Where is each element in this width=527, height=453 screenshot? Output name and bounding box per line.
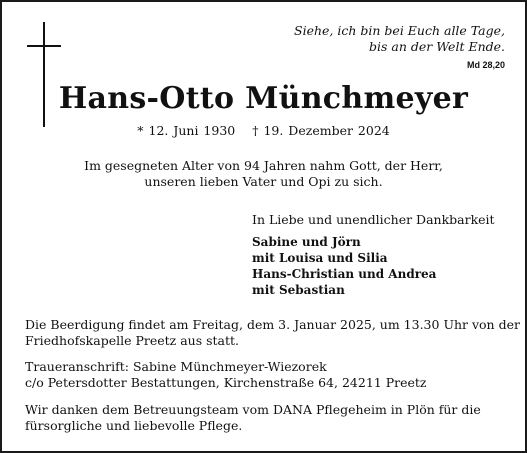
mourner-name: mit Louisa und Silia <box>252 251 388 265</box>
obituary-line: unseren lieben Vater und Opi zu sich. <box>144 174 383 189</box>
gratitude-line: Wir danken dem Betreuungsteam vom DANA Pflegeheim in Plön für die <box>25 402 481 417</box>
birth-date: * 12. Juni 1930 <box>137 123 236 138</box>
verse-reference: Md 28,20 <box>466 60 505 70</box>
verse-line: Siehe, ich bin bei Euch alle Tage, <box>294 23 505 38</box>
obituary-line: Im gesegneten Alter von 94 Jahren nahm Gott, der Herr, <box>84 158 443 173</box>
funeral-line: Friedhofskapelle Preetz aus statt. <box>25 333 240 348</box>
funeral-line: Die Beerdigung findet am Freitag, dem 3. Januar 2025, um 13.30 Uhr von der <box>25 317 520 332</box>
gratitude-note <box>25 402 507 434</box>
verse-line: bis an der Welt Ende. <box>369 39 505 54</box>
bible-verse <box>245 23 505 55</box>
life-dates <box>2 123 525 139</box>
cross-icon-bar <box>27 45 61 47</box>
address-line: c/o Petersdotter Bestattungen, Kirchenstraße 64, 24211 Preetz <box>25 375 427 390</box>
mourners-intro: In Liebe und unendlicher Dankbarkeit <box>252 212 495 227</box>
address-line: Traueranschrift: Sabine Münchmeyer-Wiezorek <box>25 359 327 374</box>
death-date: † 19. Dezember 2024 <box>252 123 390 138</box>
mourner-name: mit Sebastian <box>252 283 345 297</box>
deceased-name: Hans-Otto Münchmeyer <box>58 81 469 116</box>
mourners-list <box>252 234 436 298</box>
mourner-name: Hans-Christian und Andrea <box>252 267 437 281</box>
obituary-text <box>2 158 525 190</box>
gratitude-line: fürsorgliche und liebevolle Pflege. <box>25 418 243 433</box>
funeral-info <box>25 317 520 349</box>
mourning-address <box>25 359 507 391</box>
mourner-name: Sabine und Jörn <box>252 235 361 249</box>
